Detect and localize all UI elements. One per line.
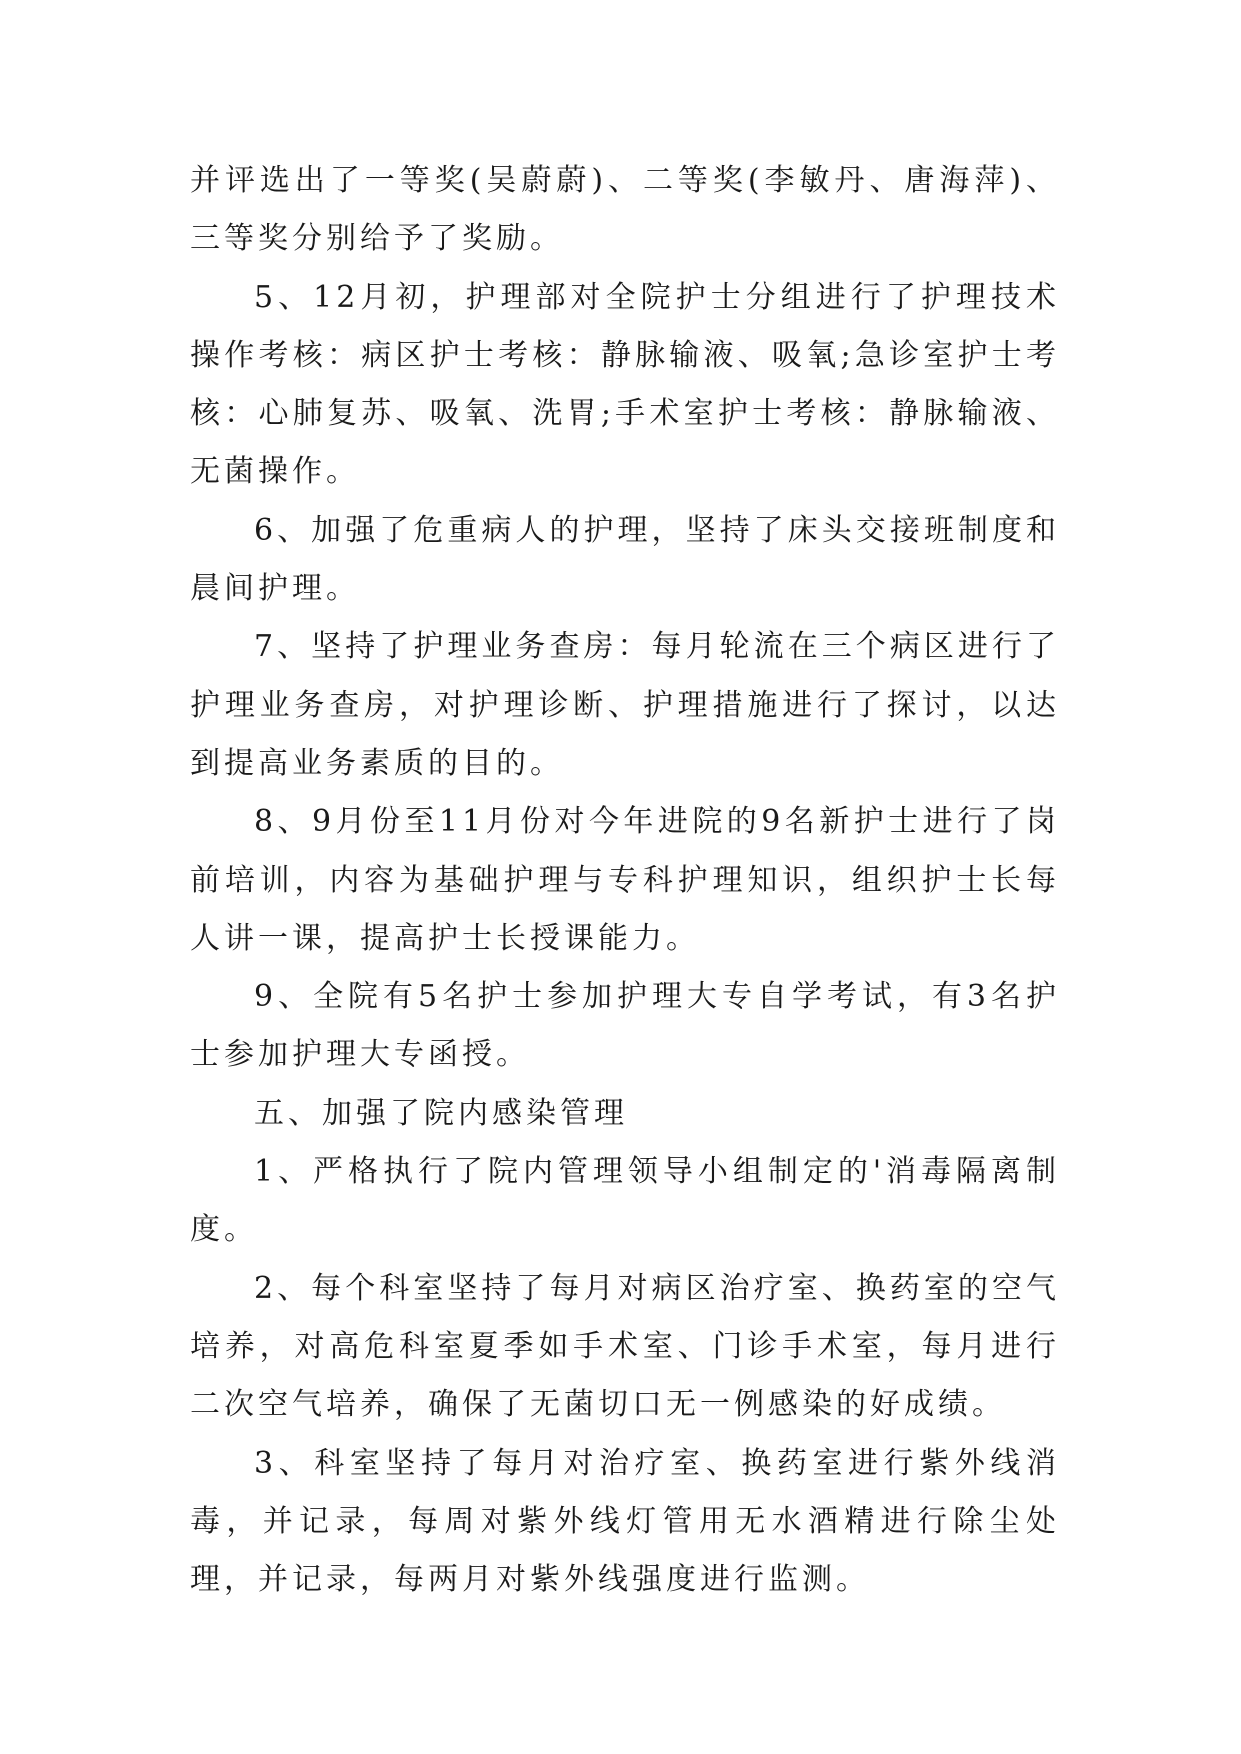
document-page: [190, 152, 1060, 1609]
paragraph-item-5: 5、12月初，护理部对全院护士分组进行了护理技术操作考核：病区护士考核：静脉输液、吸氧;急诊室护士考核：心肺复苏、吸氧、洗胃;手术室护士考核：静脉输液、无菌操作。: [190, 279, 1060, 490]
paragraph-infection-1: 1、严格执行了院内管理领导小组制定的'消毒隔离制度。: [190, 1154, 1060, 1248]
section-heading-infection-control: 五、加强了院内感染管理: [254, 1095, 628, 1131]
paragraph-item-8: 8、9月份至11月份对今年进院的9名新护士进行了岗前培训，内容为基础护理与专科护理知识，组织护士长每人讲一课，提高护士长授课能力。: [190, 804, 1060, 956]
paragraph-infection-3: 3、科室坚持了每月对治疗室、换药室进行紫外线消毒，并记录，每周对紫外线灯管用无水酒精进行除尘处理，并记录，每两月对紫外线强度进行监测。: [190, 1445, 1060, 1598]
paragraph-awards: 并评选出了一等奖(吴蔚蔚)、二等奖(李敏丹、唐海萍)、三等奖分别给予了奖励。: [190, 163, 1060, 257]
paragraph-item-6: 6、加强了危重病人的护理，坚持了床头交接班制度和晨间护理。: [190, 512, 1060, 607]
paragraph-infection-2: 2、每个科室坚持了每月对病区治疗室、换药室的空气培养，对高危科室夏季如手术室、门诊手术室，每月进行二次空气培养，确保了无菌切口无一例感染的好成绩。: [190, 1270, 1060, 1423]
paragraph-item-9: 9、全院有5名护士参加护理大专自学考试，有3名护士参加护理大专函授。: [190, 979, 1060, 1073]
paragraph-item-7: 7、坚持了护理业务查房：每月轮流在三个病区进行了护理业务查房，对护理诊断、护理措施进行了探讨，以达到提高业务素质的目的。: [190, 629, 1060, 781]
